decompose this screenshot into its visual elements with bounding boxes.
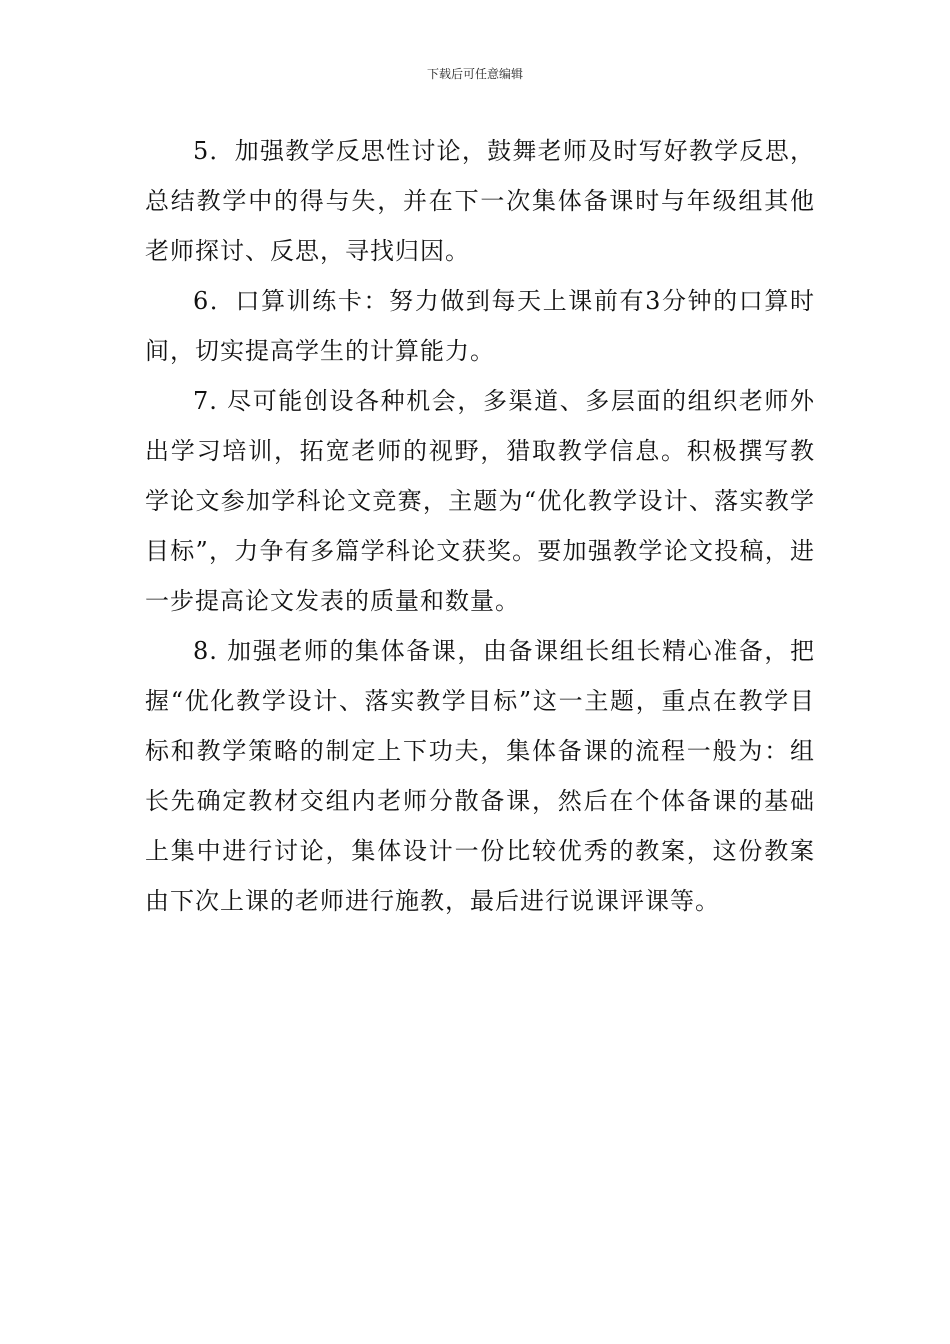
paragraph-item-6: 6．口算训练卡：努力做到每天上课前有3分钟的口算时间，切实提高学生的计算能力。: [145, 287, 815, 365]
paragraph-item-7: 7. 尽可能创设各种机会，多渠道、多层面的组织老师外出学习培训，拓宽老师的视野，猎取教学信息。积极撰写教学论文参加学科论文竞赛，主题为“优化教学设计、落实教学目标”，力争有多篇学科论文获奖。要加强教学论文投稿，进一步提高论文发表的质量和数量。: [145, 387, 815, 615]
document-body: [145, 126, 815, 926]
page-header: 下载后可任意编辑: [426, 67, 523, 81]
paragraph-item-8: 8. 加强老师的集体备课，由备课组长组长精心准备，把握“优化教学设计、落实教学目标”这一主题，重点在教学目标和教学策略的制定上下功夫，集体备课的流程一般为：组长先确定教材交组内老师分散备课，然后在个体备课的基础上集中进行讨论，集体设计一份比较优秀的教案，这份教案由下次上课的老师进行施教，最后进行说课评课等。: [145, 637, 815, 915]
paragraph-item-5: 5．加强教学反思性讨论，鼓舞老师及时写好教学反思，总结教学中的得与失，并在下一次集体备课时与年级组其他老师探讨、反思，寻找归因。: [145, 137, 815, 265]
